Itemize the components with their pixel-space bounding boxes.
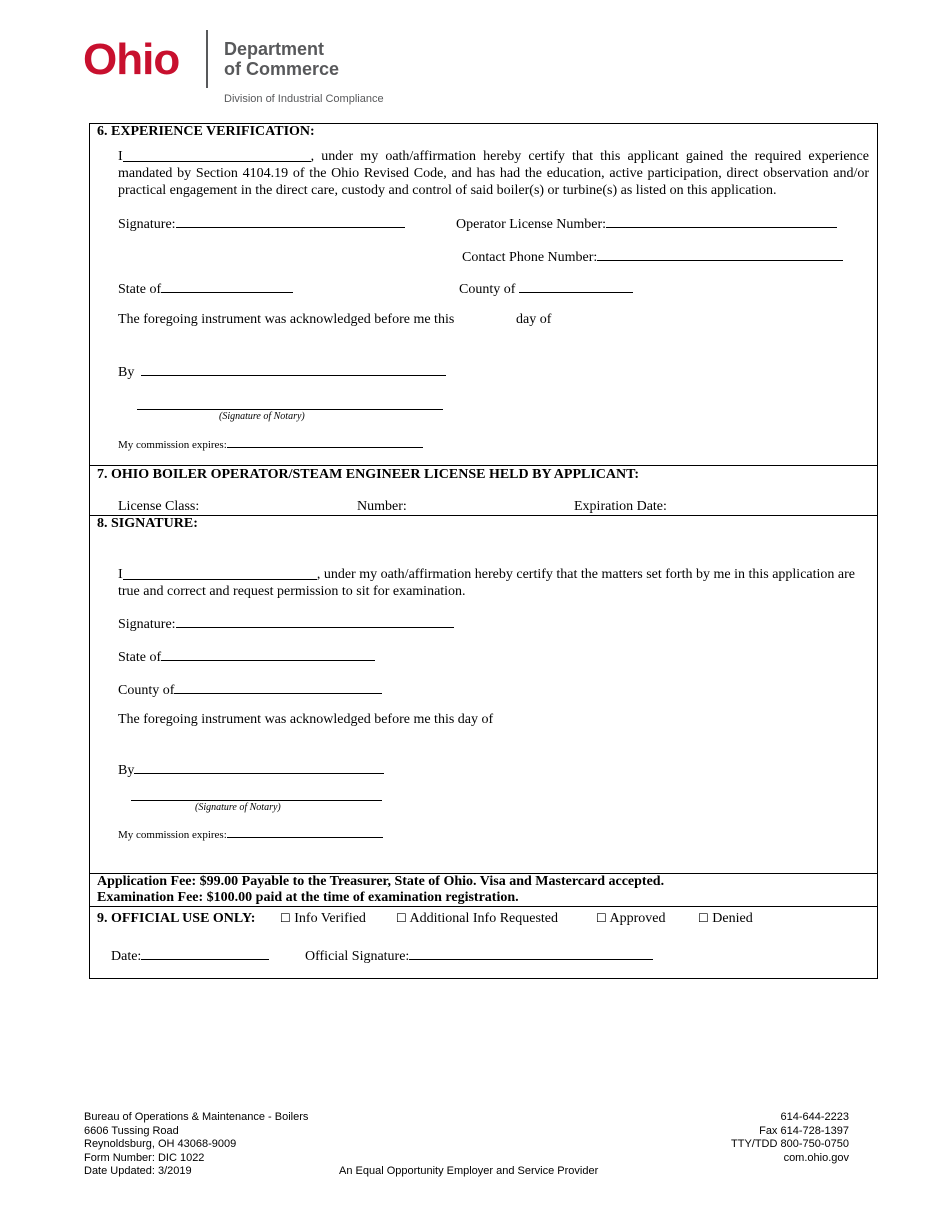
notary-signature-line-6[interactable]	[137, 409, 443, 410]
checkbox-icon[interactable]: ☐	[596, 911, 607, 925]
application-fee: Application Fee: $99.00 Payable to the Treasurer, State of Ohio. Visa and Mastercard accepted.	[97, 874, 665, 889]
checkbox-label: Info Verified	[294, 911, 366, 926]
checkbox-label: Additional Info Requested	[409, 911, 559, 926]
exam-fee: Examination Fee: $100.00 paid at the time of examination registration.	[97, 890, 519, 905]
commission-row-8	[118, 827, 383, 841]
county-row-8	[118, 680, 382, 699]
by-field[interactable]	[141, 362, 446, 376]
section7-title: 7. OHIO BOILER OPERATOR/STEAM ENGINEER LICENSE HELD BY APPLICANT:	[97, 467, 640, 482]
checkbox-label: Approved	[609, 911, 666, 926]
footer-address	[84, 1111, 308, 1179]
division-name: Division of Industrial Compliance	[224, 93, 384, 105]
date-label: Date:	[111, 949, 142, 964]
state-label: State of	[118, 650, 162, 665]
checkbox-denied[interactable]	[698, 911, 753, 927]
fees-divider-bottom	[89, 906, 878, 907]
acknowledged-text-8: The foregoing instrument was acknowledged before me this day of	[118, 712, 494, 727]
state-field[interactable]	[161, 647, 375, 661]
footer-equal-opportunity: An Equal Opportunity Employer and Service Provider	[339, 1165, 599, 1177]
official-signature-field[interactable]	[409, 946, 653, 960]
by-row-8	[118, 760, 384, 779]
commission-label: My commission expires:	[118, 439, 227, 451]
signature-label: Signature:	[118, 617, 176, 632]
certifier-name-field[interactable]	[123, 148, 311, 162]
section8-title: 8. SIGNATURE:	[97, 516, 198, 531]
commission-field[interactable]	[227, 827, 383, 838]
official-date-field[interactable]	[141, 946, 269, 960]
operator-license-label: Operator License Number:	[456, 217, 607, 232]
contact-phone-row	[462, 247, 843, 266]
state-row-6	[118, 279, 293, 298]
footer-tty: TTY/TDD 800-750-0750	[731, 1138, 849, 1150]
county-field[interactable]	[174, 680, 382, 694]
commission-field[interactable]	[227, 437, 423, 448]
signature-row-8	[118, 614, 454, 633]
commission-label: My commission expires:	[118, 829, 227, 841]
notary-signature-line-8[interactable]	[131, 800, 382, 801]
section8-certification	[118, 566, 855, 600]
signature-field[interactable]	[176, 214, 405, 228]
county-label: County of	[118, 683, 175, 698]
cert-prefix: I	[118, 567, 123, 582]
footer-form-number: Form Number: DIC 1022	[84, 1151, 205, 1164]
cert-prefix: I	[118, 149, 123, 164]
county-field[interactable]	[519, 279, 633, 293]
signature-row-6	[118, 214, 405, 233]
county-row-6	[459, 279, 633, 298]
footer-phone: 614-644-2223	[780, 1111, 849, 1123]
footer-website[interactable]: com.ohio.gov	[783, 1151, 849, 1164]
checkbox-icon[interactable]: ☐	[280, 911, 291, 925]
by-label: By	[118, 365, 135, 380]
section8-divider	[89, 515, 878, 516]
section9-title: 9. OFFICIAL USE ONLY:	[97, 911, 256, 926]
checkbox-info-verified[interactable]	[280, 911, 366, 927]
footer-street: 6606 Tussing Road	[84, 1124, 179, 1137]
state-label: State of	[118, 282, 162, 297]
ohio-wordmark	[83, 33, 179, 87]
footer-bureau: Bureau of Operations & Maintenance - Boilers	[84, 1111, 309, 1123]
section7-divider	[89, 465, 878, 466]
notary-caption-8: (Signature of Notary)	[195, 802, 281, 813]
county-label: County of	[459, 282, 516, 297]
number-label: Number:	[357, 499, 407, 514]
official-signature-row	[305, 946, 653, 965]
official-date-row	[111, 946, 269, 965]
by-row-6	[118, 362, 446, 381]
by-label: By	[118, 763, 135, 778]
department-line1: Department	[224, 39, 325, 59]
state-field[interactable]	[161, 279, 293, 293]
checkbox-approved[interactable]	[596, 911, 666, 927]
expiration-label: Expiration Date:	[574, 499, 667, 514]
license-class-label: License Class:	[118, 499, 200, 514]
cert-first-line: , under my oath/affirmation hereby certify that the matters set forth by me in this application are	[316, 567, 855, 582]
checkbox-icon[interactable]: ☐	[396, 911, 407, 925]
footer-contact	[731, 1111, 849, 1165]
footer-city: Reynoldsburg, OH 43068-9009	[84, 1138, 237, 1150]
department-name	[224, 39, 339, 79]
contact-phone-field[interactable]	[597, 247, 843, 261]
department-line2: of Commerce	[224, 59, 340, 79]
section6-certification	[118, 148, 869, 199]
notary-caption-6: (Signature of Notary)	[219, 411, 305, 422]
logo-divider	[206, 30, 208, 88]
ohio-logo	[83, 33, 413, 113]
day-of-6: day of	[516, 312, 552, 327]
by-field[interactable]	[134, 760, 384, 774]
contact-phone-label: Contact Phone Number:	[462, 250, 598, 265]
cert-first-line: , under my oath/affirmation hereby certify that this applicant gained the required experience	[310, 149, 869, 164]
fees-block	[97, 874, 664, 906]
cert-rest: true and correct and request permission to sit for examination.	[118, 584, 466, 599]
state-row-8	[118, 647, 375, 666]
checkbox-icon[interactable]: ☐	[698, 911, 709, 925]
checkbox-label: Denied	[712, 911, 753, 926]
cert-rest: mandated by Section 4104.19 of the Ohio Revised Code, and has had the education, active participation, direct observation and/or practical engagement in the direct care, custody and control of said boiler(s) or turbine(s) as listed on this application.	[118, 166, 869, 198]
official-signature-label: Official Signature:	[305, 949, 410, 964]
signature-field[interactable]	[176, 614, 454, 628]
signature-label: Signature:	[118, 217, 176, 232]
applicant-name-field[interactable]	[123, 566, 317, 580]
operator-license-row	[456, 214, 837, 233]
section6-title: 6. EXPERIENCE VERIFICATION:	[97, 124, 315, 139]
commission-row-6	[118, 437, 423, 451]
checkbox-additional-info[interactable]	[396, 911, 558, 927]
acknowledged-text-6: The foregoing instrument was acknowledged before me this	[118, 312, 455, 327]
footer-date-updated: Date Updated: 3/2019	[84, 1165, 192, 1177]
ohio-wordmark-text: Ohio	[83, 35, 180, 84]
operator-license-field[interactable]	[606, 214, 837, 228]
footer-fax: Fax 614-728-1397	[759, 1124, 849, 1137]
